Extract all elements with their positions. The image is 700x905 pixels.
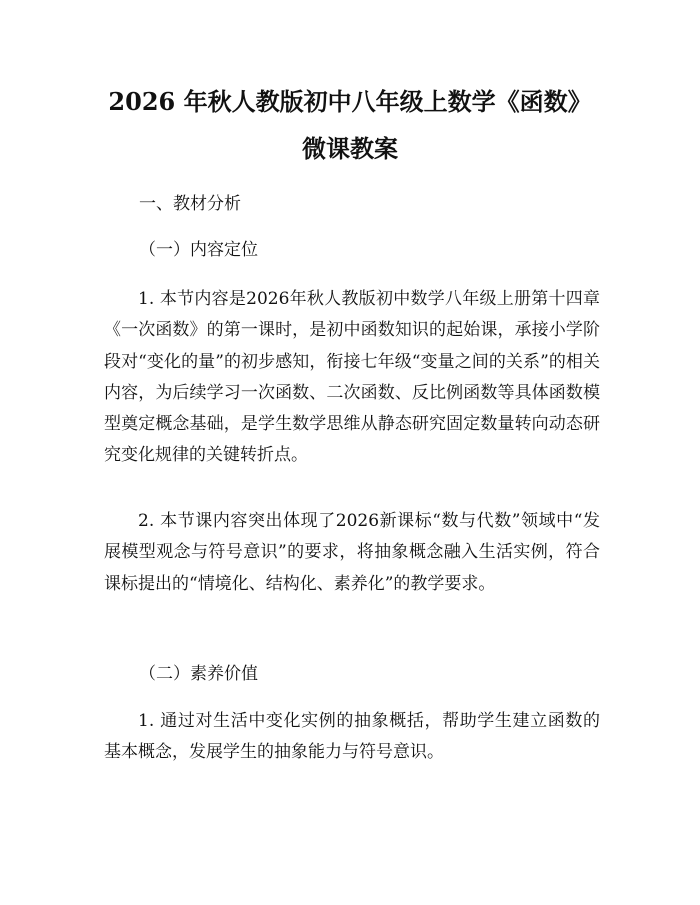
body-paragraph: 2. 本节课内容突出体现了2026新课标“数与代数”领域中“发展模型观念与符号意识”的要求，将抽象概念融入生活实例，符合课标提出的“情境化、结构化、素养化”的教学要求。 bbox=[104, 511, 600, 594]
document-title: 2026 年秋人教版初中八年级上数学《函数》 bbox=[108, 87, 592, 116]
section-heading: 一、教材分析 bbox=[139, 194, 241, 214]
body-paragraph: 1. 本节内容是2026年秋人教版初中数学八年级上册第十四章《一次函数》的第一课时，是初中函数知识的起始课，承接小学阶段对“变化的量”的初步感知，衔接七年级“变量之间的关系”的相关内容，为后续学习一次函数、二次函数、反比例函数等具体函数模型奠定概念基础，是学生数学思维从静态研究固定数量转向动态研究变化规律的关键转折点。 bbox=[104, 289, 600, 466]
document-title-line2: 微课教案 bbox=[302, 134, 398, 163]
body-paragraph: 1. 通过对生活中变化实例的抽象概括，帮助学生建立函数的基本概念，发展学生的抽象能力与符号意识。 bbox=[104, 711, 600, 763]
subsection-heading: （一）内容定位 bbox=[139, 240, 258, 260]
subsection-heading: （二）素养价值 bbox=[139, 664, 258, 684]
